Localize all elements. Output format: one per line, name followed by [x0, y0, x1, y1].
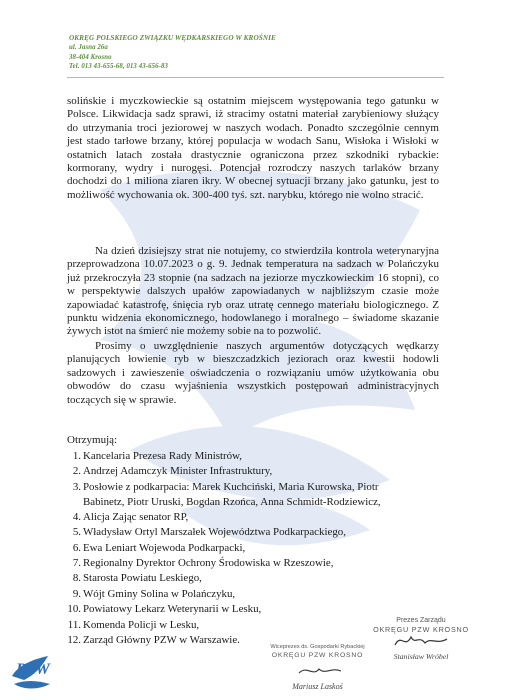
- letterhead-street: ul. Jasna 26a: [69, 44, 108, 52]
- list-item: 2. Andrzej Adamczyk Minister Infrastruktury,: [72, 465, 273, 478]
- list-item: 10. Powiatowy Lekarz Weterynarii w Lesku,: [67, 603, 262, 616]
- list-item: 8. Starosta Powiatu Leskiego,: [72, 572, 202, 585]
- signature-stamp-org: OKRĘGU PZW KROSNO: [271, 652, 364, 659]
- letterhead-org-name: OKRĘG POLSKIEGO ZWIĄZKU WĘDKARSKIEGO W KROŚNIE: [69, 34, 276, 42]
- signature-stamp-org: OKRĘGU PZW KROSNO: [373, 625, 469, 634]
- list-item: 12. Zarząd Główny PZW w Warszawie.: [67, 634, 240, 647]
- signature-position: Prezes Zarządu: [396, 617, 446, 624]
- handwritten-signature-icon: [295, 661, 345, 679]
- signature-block-vice-president: [255, 643, 380, 691]
- letterhead-divider: [67, 77, 444, 78]
- list-item: 6. Ewa Leniart Wojewoda Podkarpacki,: [72, 541, 246, 554]
- pzw-logo-icon: [8, 646, 54, 692]
- body-paragraph-1: solińskie i myczkowieckie są ostatnim miejscem występowania tego gatunku w Polsce. Likwidacja sadz sprawi, iż stracimy ostatni materiał zarybieniowy służący do utrzymania troci jeziorowej w naszych wodach. Ponadto szczególnie cennym jest stado tarłowe brzany, której populacja w wodach Sanu, Wisłoka i Wisłoki w ostatnich latach została drastycznie ograniczona przez szkodniki rybackie: kormorany, wydry i nurogęsi. Potencjał rozrodczy naszych tarlaków brzany dochodzi do 1 miliona ziaren ikry. W obecnej sytuacji brzany jako gatunku, jest to możliwość wychowania ok. 300-400 tyś. szt. narybku, którego nie wolno stracić.: [67, 95, 439, 201]
- letterhead-city: 38-404 Krosno: [69, 53, 112, 61]
- list-item: 9. Wójt Gminy Solina w Polańczyku,: [72, 587, 236, 600]
- recipients-title: Otrzymują:: [67, 434, 118, 446]
- signature-name: Stanisław Wróbel: [393, 652, 449, 661]
- list-item: 7. Regionalny Dyrektor Ochrony Środowiska w Rzeszowie,: [72, 557, 334, 570]
- svg-text:PZW: PZW: [16, 661, 50, 678]
- signature-name: Mariusz Laskoś: [292, 682, 343, 691]
- letterhead: [69, 34, 276, 71]
- list-item: 5. Władysław Ortyl Marszałek Województwa Podkarpackiego,: [72, 526, 346, 539]
- list-item: 1. Kancelaria Prezesa Rady Ministrów,: [72, 450, 242, 462]
- list-item: 11. Komenda Policji w Lesku,: [67, 618, 200, 631]
- handwritten-signature-icon: [391, 631, 451, 651]
- body-paragraph-2: Na dzień dzisiejszy strat nie notujemy, co stwierdziła kontrola weterynaryjna przeprowadzona 10.07.2023 o g. 9. Jednak temperatura na sadzach w Polańczyku już przekroczyła 23 stopnie (na sadzach na jeziorze myczkowieckim 16 stopni), co w perspektywie dalszych upałów zapowiadanych w najbliższym czasie może zapowiadać katastrofę, śnięcia ryb oraz utratę cennego materiału biologicznego. Z punktu widzenia ekonomicznego, hodowlanego i moralnego – świadome skazanie żywych istot na śmierć nie możemy sobie na to pozwolić.: [67, 245, 439, 338]
- body-paragraph-3: Prosimy o uwzględnienie naszych argumentów dotyczących wędkarzy planujących łowienie ryb w bieszczadzkich jeziorach oraz kwestii hodowli sadzowych i zawieszenie oświadczenia o rozwiązaniu umów użytkowania obu obwodów do czasu wyjaśnienia wszystkich postępowań administracyjnych toczących się w sprawie.: [67, 340, 439, 406]
- signature-position: Wiceprezes ds. Gospodarki Rybackiej: [270, 644, 365, 650]
- list-item: 4. Alicja Zając senator RP,: [72, 510, 189, 523]
- list-item: 3. Posłowie z podkarpacia: Marek Kuchciński, Maria Kurowska, Piotr Babinetz, Piotr Uruski, Bogdan Rzońca, Anna Schmidt-Rodziewicz,: [72, 480, 381, 508]
- letterhead-phone: Tel. 013 43-655-68, 013 43-656-83: [69, 62, 168, 70]
